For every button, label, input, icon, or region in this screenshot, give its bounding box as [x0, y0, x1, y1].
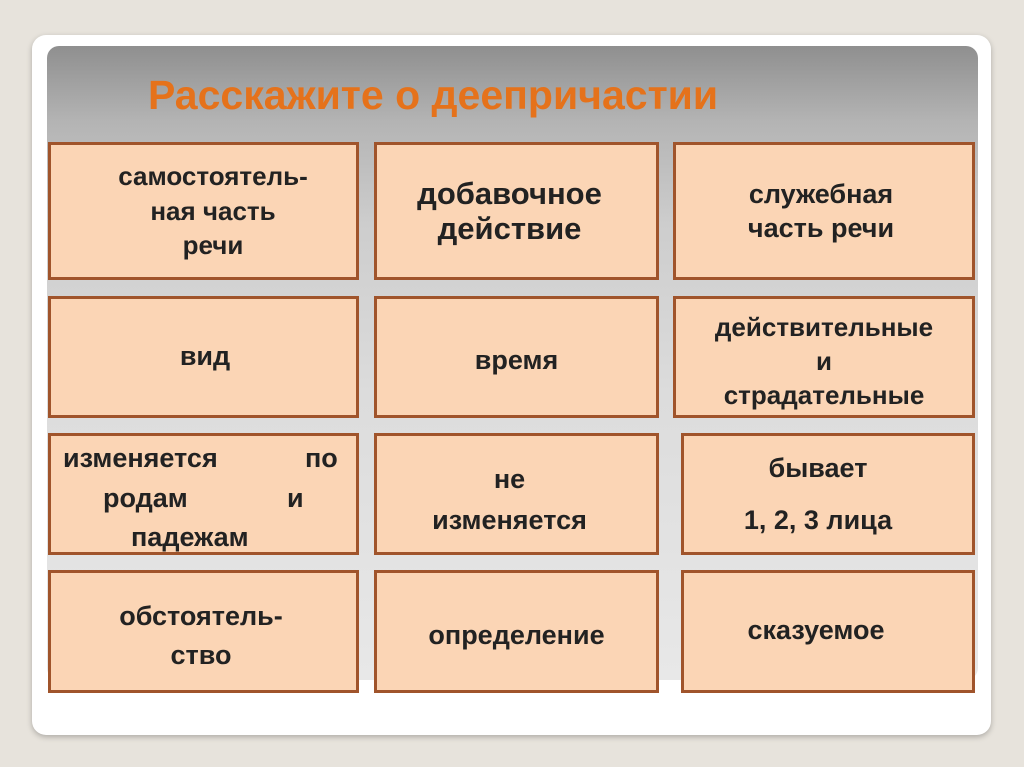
cell-r3c1-word-3: родам: [103, 483, 188, 513]
cell-r3c3-line-1: бывает: [768, 453, 868, 483]
cell-r2c3-text: действительные и страдательные: [714, 312, 934, 410]
cell-r1c1-text: самостоятель- ная часть речи: [118, 161, 308, 261]
cell-r3c1-word-2: по: [305, 443, 338, 473]
cell-r1c1: [48, 142, 359, 280]
cell-r2c2-text: время: [474, 345, 559, 375]
cell-r4c2-text: определение: [428, 620, 605, 650]
cell-r3c2: [374, 433, 659, 555]
cell-r2c3: [673, 296, 975, 418]
cell-r4c2: [374, 570, 659, 693]
cell-r3c2-text: не изменяется: [432, 464, 587, 535]
slide-title: Расскажите о деепричастии: [148, 72, 719, 118]
cell-r4c3: [681, 570, 975, 693]
cell-r2c2: [374, 296, 659, 418]
cell-r1c2: [374, 142, 659, 280]
cell-r1c2-text: добавочное действие: [417, 176, 602, 246]
cell-r4c1: [48, 570, 359, 693]
cell-r4c3-text: сказуемое: [747, 615, 885, 645]
cell-r2c1-text: вид: [179, 341, 231, 371]
cell-r3c1-word-5: падежам: [131, 522, 249, 552]
cell-r1c3: [673, 142, 975, 280]
cell-r1c3-text: служебная часть речи: [747, 179, 895, 244]
cell-r4c1-text: обстоятель- ство: [119, 601, 283, 671]
cell-r3c1-word-1: изменяется: [63, 443, 218, 473]
cell-r2c1: [48, 296, 359, 418]
cell-r3c3: [681, 433, 975, 555]
cell-r3c1: [48, 433, 359, 555]
cell-r3c3-line-2: 1, 2, 3 лица: [743, 505, 893, 535]
cell-r3c1-word-4: и: [287, 483, 304, 513]
